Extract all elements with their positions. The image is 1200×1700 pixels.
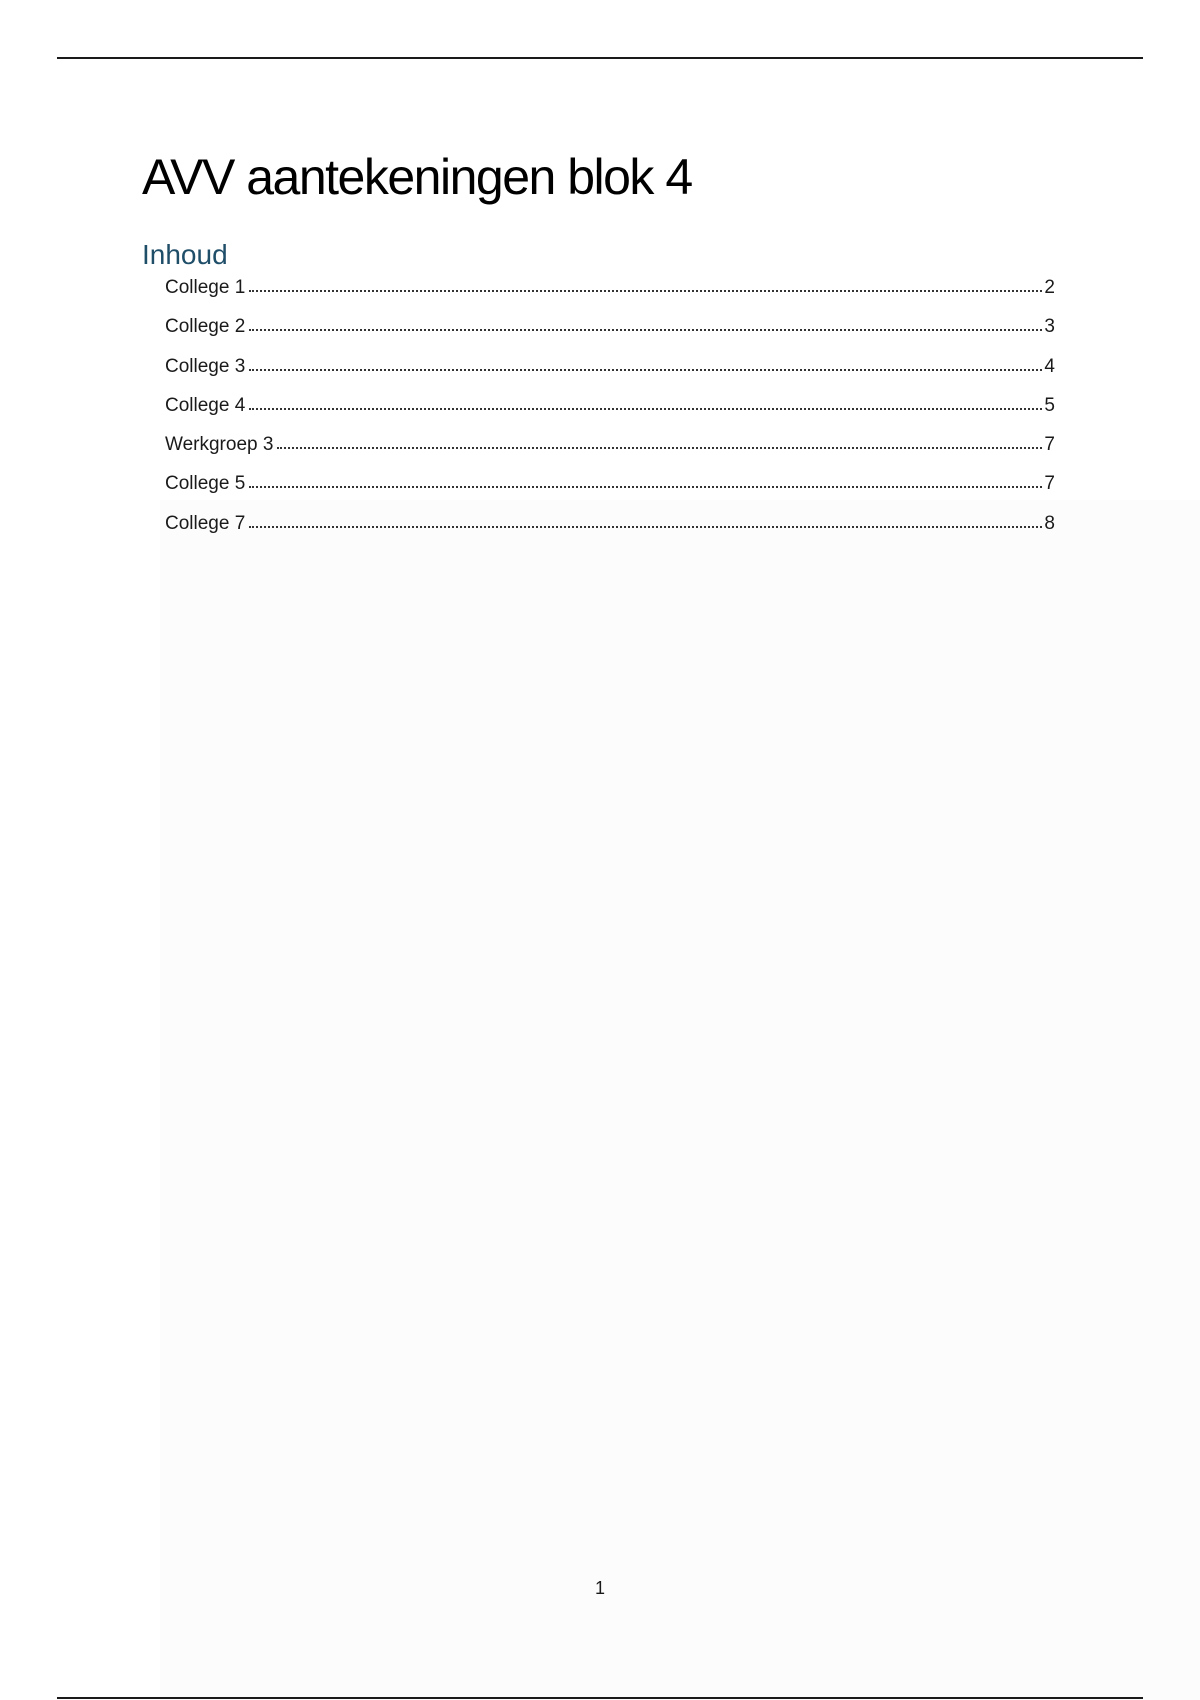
toc-dot-leader <box>249 369 1042 371</box>
toc-entry[interactable] <box>165 513 1055 552</box>
toc-entry[interactable] <box>165 434 1055 473</box>
toc-entry-page: 7 <box>1044 434 1055 456</box>
toc-entry-label: Werkgroep 3 <box>165 434 274 456</box>
toc-entry-page: 8 <box>1044 512 1055 534</box>
header-rule <box>57 57 1143 59</box>
page-background-shade <box>160 500 1200 1700</box>
toc-entry[interactable] <box>165 395 1055 434</box>
toc-entry-label: College 5 <box>165 473 246 495</box>
toc-entry[interactable] <box>165 356 1055 395</box>
toc-dot-leader <box>277 447 1042 449</box>
toc-entry-label: College 2 <box>165 316 246 338</box>
toc-heading: Inhoud <box>142 239 228 270</box>
toc-entry-page: 2 <box>1044 277 1055 298</box>
table-of-contents <box>165 277 1055 552</box>
toc-entry[interactable] <box>165 316 1055 355</box>
footer-rule <box>57 1697 1143 1699</box>
toc-entry[interactable] <box>165 277 1055 316</box>
toc-entry-page: 5 <box>1044 394 1055 416</box>
toc-dot-leader <box>249 408 1042 410</box>
toc-entry-page: 4 <box>1044 355 1055 377</box>
page-number: 1 <box>594 1578 605 1598</box>
toc-entry-page: 3 <box>1044 316 1055 338</box>
document-title: AVV aantekeningen blok 4 <box>142 149 692 205</box>
toc-entry[interactable] <box>165 473 1055 512</box>
toc-dot-leader <box>249 486 1042 488</box>
toc-dot-leader <box>249 526 1042 528</box>
toc-entry-label: College 1 <box>165 277 246 298</box>
toc-dot-leader <box>249 329 1042 331</box>
toc-entry-page: 7 <box>1044 473 1055 495</box>
toc-entry-label: College 3 <box>165 355 246 377</box>
toc-entry-label: College 7 <box>165 512 246 534</box>
toc-dot-leader <box>249 290 1042 292</box>
toc-entry-label: College 4 <box>165 394 246 416</box>
